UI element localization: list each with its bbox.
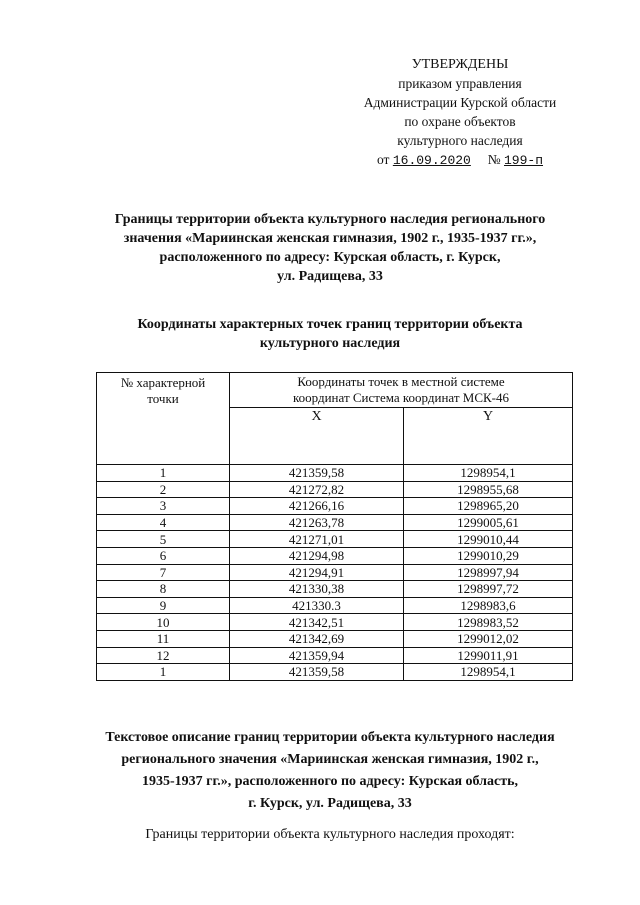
coords-title-line: Координаты характерных точек границ территории объекта [137, 317, 523, 332]
point-number-cell: 1 [97, 664, 230, 681]
description-title-line: регионального значения «Мариинская женская гимназия, 1902 г., [121, 752, 539, 767]
point-number-cell: 8 [97, 581, 230, 598]
table-row [97, 630, 573, 647]
y-coordinate-cell: 1299010,44 [404, 531, 573, 548]
table-row [97, 614, 573, 631]
coords-title-line: культурного наследия [259, 336, 401, 351]
x-coordinate-cell: 421263,78 [230, 514, 404, 531]
order-number: 199-п [504, 153, 544, 168]
title-line: Границы территории объекта культурного наследия регионального [114, 212, 546, 227]
x-coordinate-cell: 421359,94 [230, 647, 404, 664]
x-coordinate-cell: 421272,82 [230, 481, 404, 498]
order-date: 16.09.2020 [392, 153, 471, 168]
y-coordinate-cell: 1299011,91 [404, 647, 573, 664]
header-coordinates [230, 373, 573, 408]
table-row [97, 547, 573, 564]
y-coordinate-cell: 1298997,94 [404, 564, 573, 581]
point-number-cell: 11 [97, 630, 230, 647]
document-title [80, 210, 580, 286]
coordinates-title [80, 315, 580, 353]
approval-heading: УТВЕРЖДЕНЫ [411, 57, 509, 72]
approval-line: Администрации Курской области [363, 95, 557, 110]
table-row [97, 581, 573, 598]
table-row [97, 647, 573, 664]
x-coordinate-cell: 421294,91 [230, 564, 404, 581]
point-number-cell: 2 [97, 481, 230, 498]
x-coordinate-cell: 421330.3 [230, 597, 404, 614]
table-row [97, 531, 573, 548]
x-coordinate-cell: 421294,98 [230, 547, 404, 564]
point-number-cell: 3 [97, 498, 230, 515]
approval-line: приказом управления [398, 76, 522, 91]
x-coordinate-cell: 421359,58 [230, 664, 404, 681]
x-coordinate-cell: 421330,38 [230, 581, 404, 598]
point-number-cell: 7 [97, 564, 230, 581]
title-line: значения «Мариинская женская гимназия, 1902 г., 1935-1937 гг.», [123, 231, 537, 246]
x-coordinate-cell: 421342,69 [230, 630, 404, 647]
table-row [97, 514, 573, 531]
x-coordinate-cell: 421271,01 [230, 531, 404, 548]
y-coordinate-cell: 1298997,72 [404, 581, 573, 598]
table-row [97, 664, 573, 681]
date-prefix: от [376, 152, 390, 167]
table-body [97, 465, 573, 681]
table-row [97, 465, 573, 482]
coordinates-table [96, 372, 573, 681]
title-line: ул. Радищева, 33 [277, 269, 383, 284]
order-date-number [340, 150, 580, 170]
header-text: точки [147, 391, 179, 406]
point-number-cell: 5 [97, 531, 230, 548]
description-title [80, 727, 580, 815]
header-text: координат Система координат МСК-46 [293, 390, 509, 405]
y-coordinate-cell: 1298983,52 [404, 614, 573, 631]
description-title-line: г. Курск, ул. Радищева, 33 [248, 796, 412, 811]
y-coordinate-cell: 1299012,02 [404, 630, 573, 647]
table-row [97, 481, 573, 498]
point-number-cell: 12 [97, 647, 230, 664]
approval-line: культурного наследия [397, 133, 523, 148]
point-number-cell: 6 [97, 547, 230, 564]
description-title-line: Текстовое описание границ территории объекта культурного наследия [105, 730, 555, 745]
x-coordinate-cell: 421342,51 [230, 614, 404, 631]
header-text: № характерной [120, 375, 206, 390]
x-coordinate-cell: 421266,16 [230, 498, 404, 515]
y-coordinate-cell: 1299010,29 [404, 547, 573, 564]
y-coordinate-cell: 1298954,1 [404, 664, 573, 681]
y-coordinate-cell: 1298955,68 [404, 481, 573, 498]
title-line: расположенного по адресу: Курская область, г. Курск, [159, 250, 501, 265]
description-body: Границы территории объекта культурного наследия проходят: [145, 827, 515, 842]
approval-stamp [340, 55, 580, 170]
y-coordinate-cell: 1299005,61 [404, 514, 573, 531]
header-y: Y [404, 408, 573, 465]
header-point-number [97, 373, 230, 465]
x-coordinate-cell: 421359,58 [230, 465, 404, 482]
table-row [97, 597, 573, 614]
description-title-line: 1935-1937 гг.», расположенного по адресу: Курская область, [141, 774, 519, 789]
y-coordinate-cell: 1298954,1 [404, 465, 573, 482]
table-row [97, 564, 573, 581]
header-x: X [230, 408, 404, 465]
point-number-cell: 4 [97, 514, 230, 531]
point-number-cell: 1 [97, 465, 230, 482]
y-coordinate-cell: 1298983,6 [404, 597, 573, 614]
point-number-cell: 10 [97, 614, 230, 631]
header-text: Координаты точек в местной системе [297, 374, 505, 389]
point-number-cell: 9 [97, 597, 230, 614]
approval-line: по охране объектов [404, 114, 516, 129]
y-coordinate-cell: 1298965,20 [404, 498, 573, 515]
table-row [97, 498, 573, 515]
number-prefix: № [487, 152, 501, 167]
